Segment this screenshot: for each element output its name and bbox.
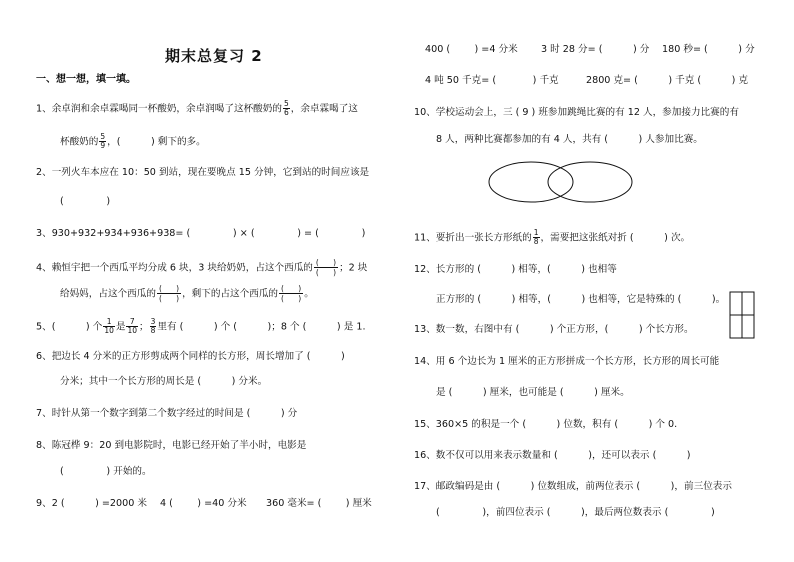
question-6-line-2: 分米；其中一个长方形的周长是 ( ) 分米。 — [60, 376, 268, 387]
blank-fraction: ( ) ( ) — [281, 284, 302, 303]
page-title: 期末总复习 2 — [165, 47, 263, 65]
conversion-1: 400 ( ) =4 分米 — [425, 44, 518, 55]
fraction-5-9: $\frac{5}{9}$ — [100, 132, 106, 150]
question-9-part-b: 4 ( ) =40 分米 — [160, 498, 247, 509]
question-10-line-2: 8 人，两种比赛都参加的有 4 人，共有 ( ) 人参加比赛。 — [436, 134, 703, 145]
question-9-part-c: 360 毫米= ( ) 厘米 — [266, 498, 372, 509]
question-12-line-2: 正方形的 ( ) 相等，( ) 也相等，它是特殊的 ( )。 — [436, 294, 726, 305]
question-3: 3、930+932+934+936+938= ( ) × ( ) = ( ) — [36, 228, 366, 239]
fraction-1-8: $\frac{1}{8}$ — [533, 228, 539, 246]
fraction-7-10: $\frac{7}{10}$ — [127, 317, 138, 335]
blank-fraction: ( ) ( ) — [158, 284, 180, 303]
question-4-line-2: 给妈妈，占这个西瓜的 ( ) ( ) ，剩下的占这个西瓜的 ( ) ( ) 。 — [60, 284, 314, 303]
question-11: 11、要折出一张长方形纸的 $\frac{1}{8}$ ，需要把这张纸对折 ( ) 次。 — [414, 228, 691, 246]
fraction-5-6: $\frac{5}{6}$ — [283, 99, 289, 117]
question-17-line-1: 17、邮政编码是由 ( ) 位数组成，前两位表示 ( )，前三位表示 — [414, 481, 732, 492]
question-14-line-1: 14、用 6 个边长为 1 厘米的正方形拼成一个长方形，长方形的周长可能 — [414, 356, 720, 367]
question-4-line-1: 4、赖恒宇把一个西瓜平均分成 6 块，3 块给奶奶，占这个西瓜的 ( ) ( ) ；2 块 — [36, 258, 368, 277]
question-1-line-1: 1、余卓润和余卓霖喝同一杯酸奶，余卓润喝了这杯酸奶的 $\frac{5}{6}$ ，余卓霖喝了这 — [36, 99, 358, 117]
question-15: 15、360×5 的积是一个 ( ) 位数，积有 ( ) 个 0. — [414, 419, 678, 430]
question-2-answer-blank: ( ) — [60, 196, 111, 207]
question-6-line-1: 6、把边长 4 分米的正方形剪成两个同样的长方形，周长增加了 ( ) — [36, 351, 345, 362]
fraction-3-8: $\frac{3}{8}$ — [150, 317, 156, 335]
blank-fraction: ( ) ( ) — [315, 258, 337, 277]
question-9-part-a: 9、2 ( ) =2000 米 — [36, 498, 147, 509]
squares-grid-figure — [729, 291, 755, 339]
conversion-2: 3 时 28 分= ( ) 分 — [541, 44, 650, 55]
venn-diagram — [486, 159, 636, 205]
question-12-line-1: 12、长方形的 ( ) 相等，( ) 也相等 — [414, 264, 617, 275]
question-17-line-2: ( )，前四位表示 ( )，最后两位数表示 ( ) — [436, 507, 715, 518]
question-13: 13、数一数，右图中有 ( ) 个正方形，( ) 个长方形。 — [414, 324, 694, 335]
venn-circle-right — [548, 162, 632, 202]
question-5: 5、( ) 个 $\frac{1}{10}$ 是 $\frac{7}{10}$ ； $\frac{3}{8}$ 里有 ( ) 个 ( )；8 个 ( ) 是 1. — [36, 317, 366, 335]
conversion-3: 180 秒= ( ) 分 — [662, 44, 755, 55]
conversion-5: 2800 克= ( ) 千克 ( ) 克 — [586, 75, 749, 86]
fraction-1-10: $\frac{1}{10}$ — [104, 317, 114, 335]
question-14-line-2: 是 ( ) 厘米，也可能是 ( ) 厘米。 — [436, 387, 630, 398]
question-1-line-2: 杯酸奶的 $\frac{5}{9}$ ，( ) 剩下的多。 — [60, 132, 206, 150]
section-heading: 一、想一想，填一填。 — [36, 74, 136, 85]
conversion-4: 4 吨 50 千克= ( ) 千克 — [425, 75, 559, 86]
question-2-line-1: 2、一列火车本应在 10：50 到站，现在要晚点 15 分钟，它到站的时间应该是 — [36, 167, 370, 178]
question-8-line-2: ( ) 开始的。 — [60, 466, 152, 477]
question-7: 7、时针从第一个数字到第二个数字经过的时间是 ( ) 分 — [36, 408, 298, 419]
question-16: 16、数不仅可以用来表示数量和 ( )，还可以表示 ( ) — [414, 450, 691, 461]
question-8-line-1: 8、陈冠桦 9：20 到电影院时，电影已经开始了半小时，电影是 — [36, 440, 307, 451]
question-10-line-1: 10、学校运动会上，三 ( 9 ) 班参加跳绳比赛的有 12 人，参加接力比赛的有 — [414, 107, 739, 118]
